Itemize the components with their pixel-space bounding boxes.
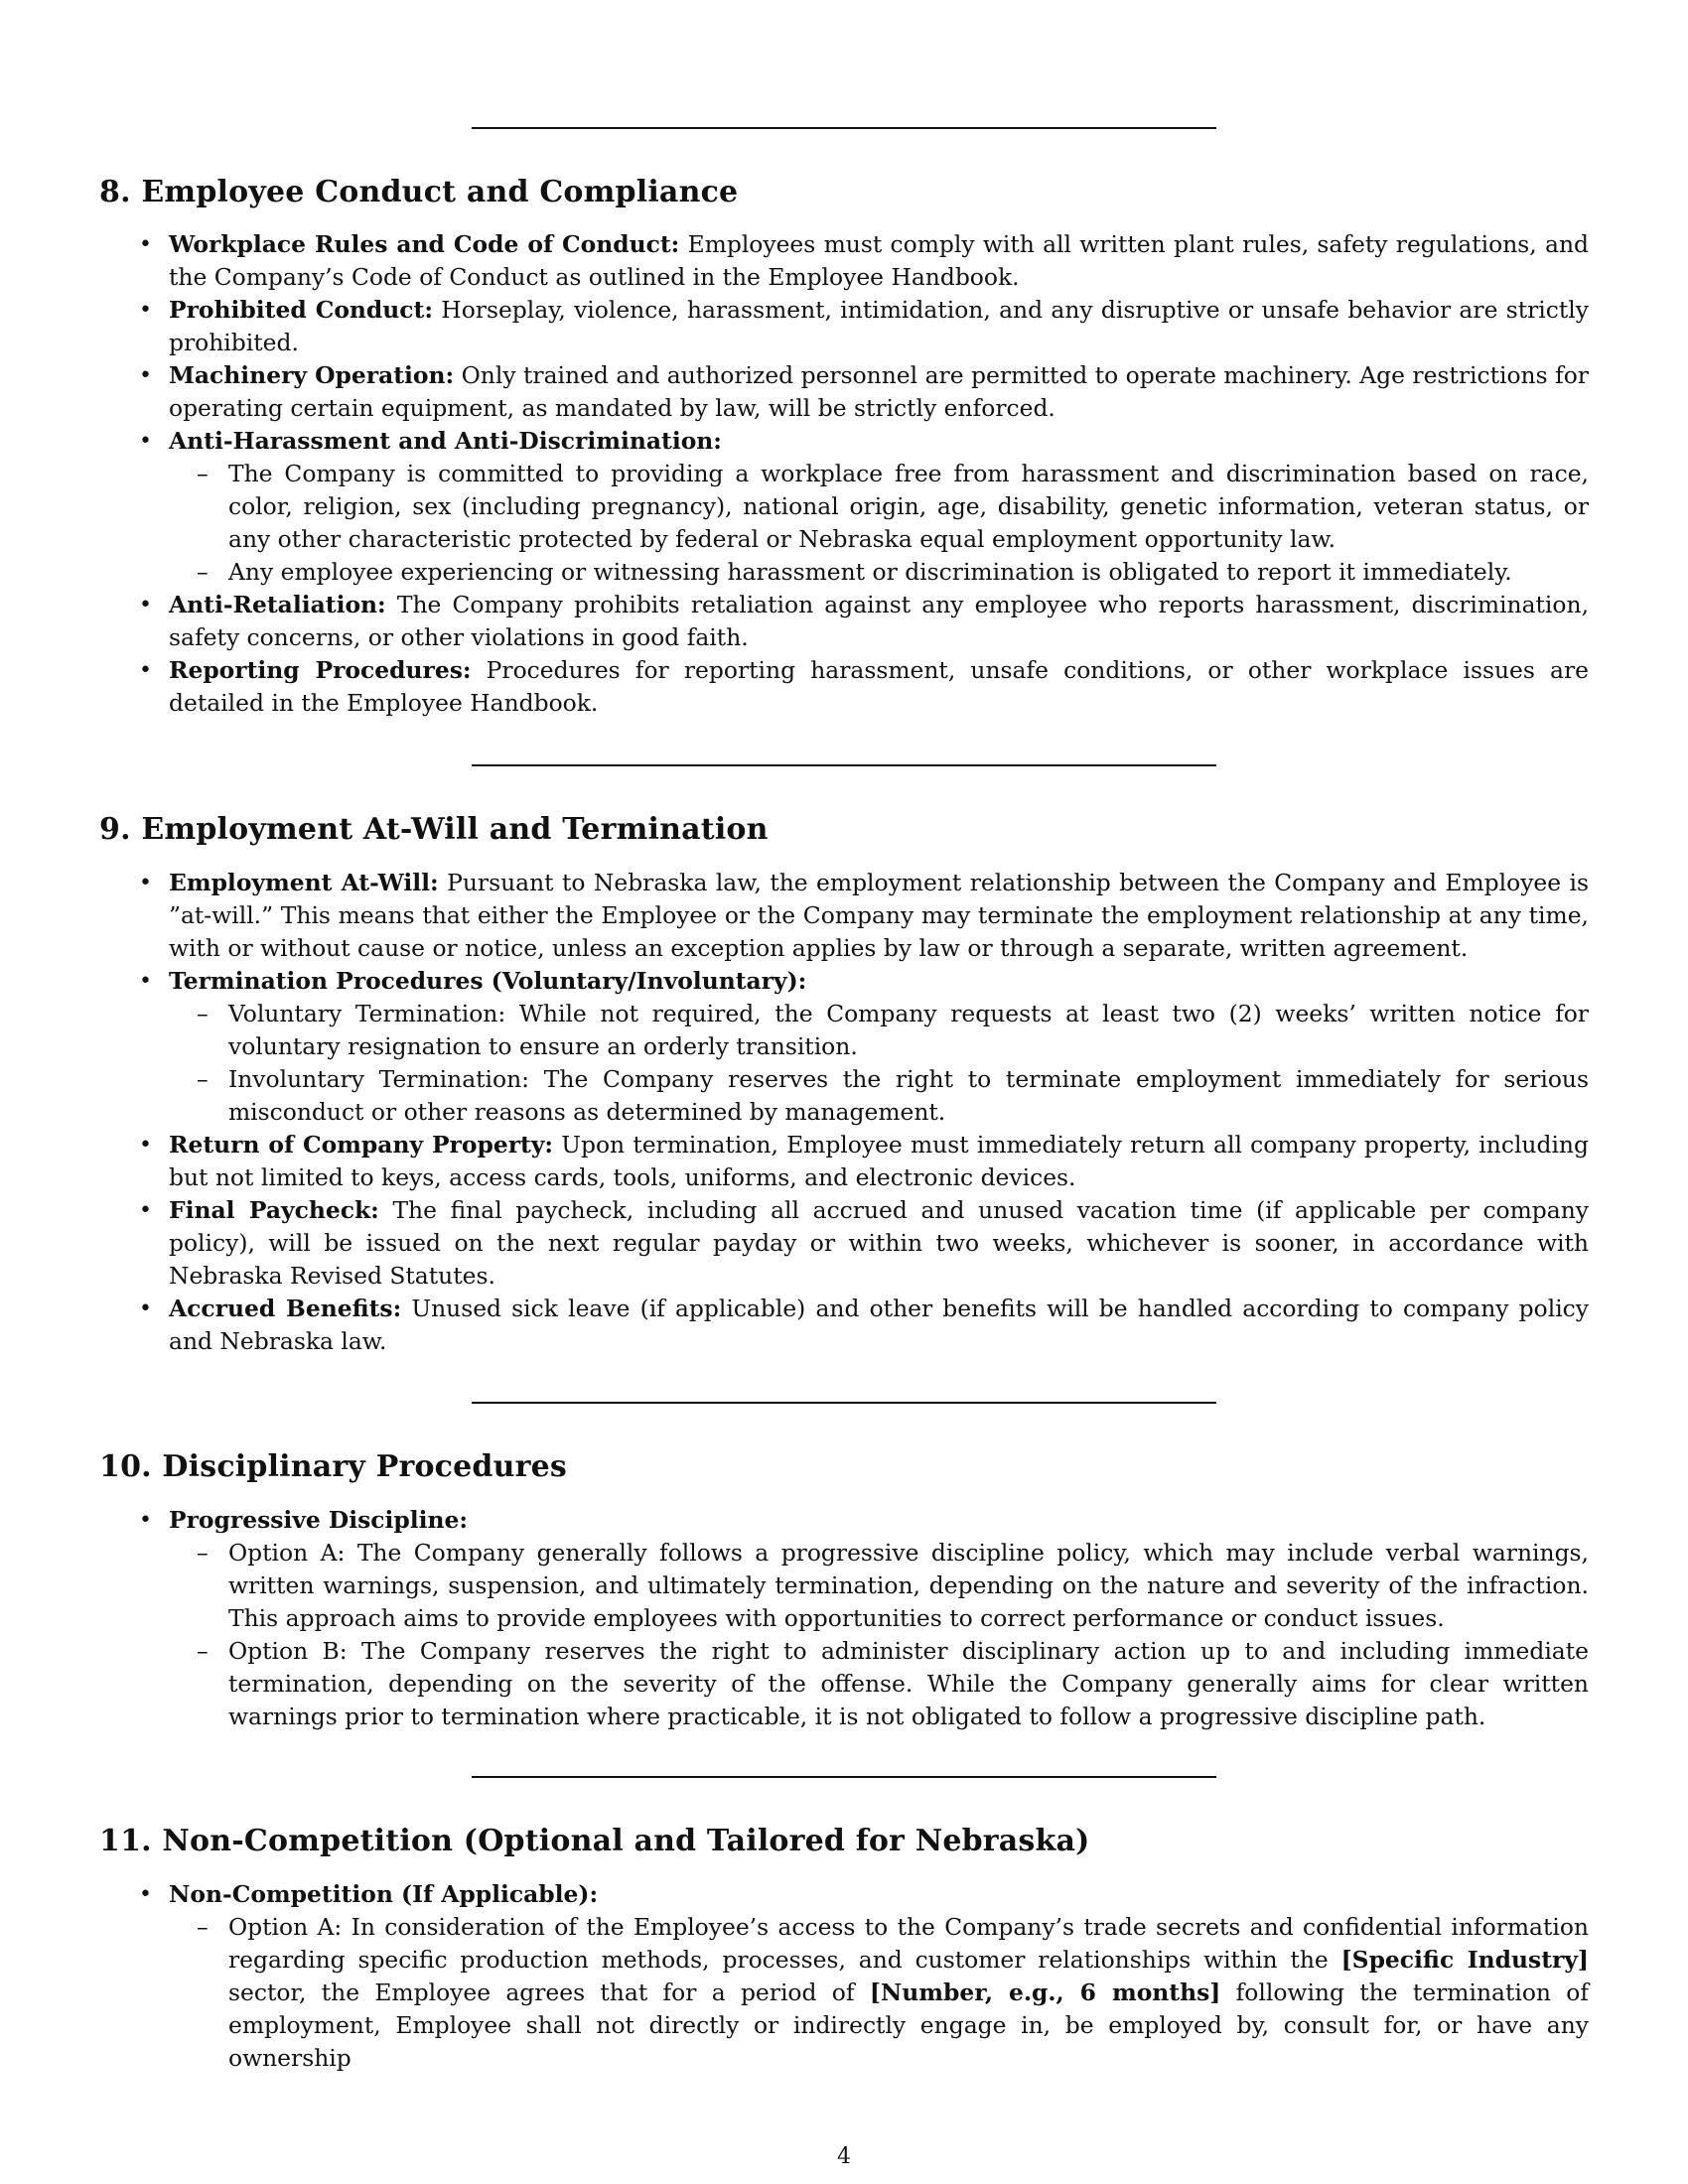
sub-list-item: – Involuntary Termination: The Company reserves the right to terminate employment immediately for serious misconduct or other reasons as determined by management. [169, 1063, 1589, 1129]
sub-list [169, 1911, 1589, 2075]
sub-list-item: – Option A: In consideration of the Employee’s access to the Company’s trade secrets and confidential information regarding specific production methods, processes, and customer relationships within the [Specific Industry] sector, the Employee agrees that for a period of [Number, e.g., 6 months] following the termination of employment, Employee shall not directly or indirectly engage in, be employed by, consult for, or have any ownership [169, 1911, 1589, 2075]
list-item: • Termination Procedures (Voluntary/Involuntary): – Voluntary Termination: While not required, the Company requests at least two (2) weeks’ written notice for voluntary resignation to ensure an orderly transition. – Involuntary Termination: The Company reserves the right to terminate employment immediately for serious misconduct or other reasons as determined by management. [99, 965, 1589, 1129]
sub-list-item: – Voluntary Termination: While not required, the Company requests at least two (2) weeks’ written notice for voluntary resignation to ensure an orderly transition. [169, 998, 1589, 1063]
sub-list-item: – Any employee experiencing or witnessing harassment or discrimination is obligated to report it immediately. [169, 556, 1589, 589]
sub-list [169, 1537, 1589, 1733]
section-heading-11: 11. Non-Competition (Optional and Tailored for Nebraska) [99, 1824, 1090, 1858]
list-item: • Employment At-Will: Pursuant to Nebraska law, the employment relationship between the Company and Employee is ”at-will.” This means that either the Employee or the Company may terminate the employment relationship at any time, with or without cause or notice, unless an exception applies by law or through a separate, written agreement. [99, 867, 1589, 965]
section-divider [472, 764, 1216, 766]
page-number: 4 [837, 2144, 851, 2169]
list-item: • Non-Competition (If Applicable): – Option A: In consideration of the Employee’s access to the Company’s trade secrets and confidential information regarding specific production methods, processes, and customer relationships within the [Specific Industry] sector, the Employee agrees that for a period of [Number, e.g., 6 months] following the termination of employment, Employee shall not directly or indirectly engage in, be employed by, consult for, or have any ownership [99, 1878, 1589, 2075]
list-item: • Accrued Benefits: Unused sick leave (if applicable) and other benefits will be handled according to company policy and Nebraska law. [99, 1293, 1589, 1358]
section-heading-8: 8. Employee Conduct and Compliance [99, 175, 739, 209]
list-item: • Anti-Retaliation: The Company prohibits retaliation against any employee who reports harassment, discrimination, safety concerns, or other violations in good faith. [99, 589, 1589, 654]
section-9-list [99, 867, 1589, 1358]
section-divider [472, 1776, 1216, 1778]
list-item: • Prohibited Conduct: Horseplay, violence, harassment, intimidation, and any disruptive or unsafe behavior are strictly prohibited. [99, 294, 1589, 359]
section-11-list [99, 1878, 1589, 2075]
section-heading-9: 9. Employment At-Will and Termination [99, 812, 769, 847]
list-item: • Anti-Harassment and Anti-Discrimination: – The Company is committed to providing a workplace free from harassment and discrimination based on race, color, religion, sex (including pregnancy), national origin, age, disability, genetic information, veteran status, or any other characteristic protected by federal or Nebraska equal employment opportunity law. – Any employee experiencing or witnessing harassment or discrimination is obligated to report it immediately. [99, 425, 1589, 589]
list-item: • Machinery Operation: Only trained and authorized personnel are permitted to operate machinery. Age restrictions for operating certain equipment, as mandated by law, will be strictly enforced. [99, 359, 1589, 425]
section-10-list [99, 1504, 1589, 1733]
list-item: • Reporting Procedures: Procedures for reporting harassment, unsafe conditions, or other workplace issues are detailed in the Employee Handbook. [99, 654, 1589, 720]
sub-list-item: – The Company is committed to providing a workplace free from harassment and discrimination based on race, color, religion, sex (including pregnancy), national origin, age, disability, genetic information, veteran status, or any other characteristic protected by federal or Nebraska equal employment opportunity law. [169, 458, 1589, 556]
sub-list-item: – Option A: The Company generally follows a progressive discipline policy, which may include verbal warnings, written warnings, suspension, and ultimately termination, depending on the nature and severity of the infraction. This approach aims to provide employees with opportunities to correct performance or conduct issues. [169, 1537, 1589, 1635]
list-item: • Workplace Rules and Code of Conduct: Employees must comply with all written plant rules, safety regulations, and the Company’s Code of Conduct as outlined in the Employee Handbook. [99, 228, 1589, 294]
list-item: • Return of Company Property: Upon termination, Employee must immediately return all company property, including but not limited to keys, access cards, tools, uniforms, and electronic devices. [99, 1129, 1589, 1194]
section-divider [472, 127, 1216, 129]
section-8-list [99, 228, 1589, 720]
list-item: • Progressive Discipline: – Option A: The Company generally follows a progressive discipline policy, which may include verbal warnings, written warnings, suspension, and ultimately termination, depending on the nature and severity of the infraction. This approach aims to provide employees with opportunities to correct performance or conduct issues. – Option B: The Company reserves the right to administer disciplinary action up to and including immediate termination, depending on the severity of the offense. While the Company generally aims for clear written warnings prior to termination where practicable, it is not obligated to follow a progressive discipline path. [99, 1504, 1589, 1733]
sub-list [169, 998, 1589, 1129]
section-divider [472, 1402, 1216, 1404]
list-item: • Final Paycheck: The final paycheck, including all accrued and unused vacation time (if applicable per company policy), will be issued on the next regular payday or within two weeks, whichever is sooner, in accordance with Nebraska Revised Statutes. [99, 1194, 1589, 1293]
sub-list [169, 458, 1589, 589]
section-heading-10: 10. Disciplinary Procedures [99, 1449, 568, 1484]
sub-list-item: – Option B: The Company reserves the right to administer disciplinary action up to and including immediate termination, depending on the severity of the offense. While the Company generally aims for clear written warnings prior to termination where practicable, it is not obligated to follow a progressive discipline path. [169, 1635, 1589, 1733]
